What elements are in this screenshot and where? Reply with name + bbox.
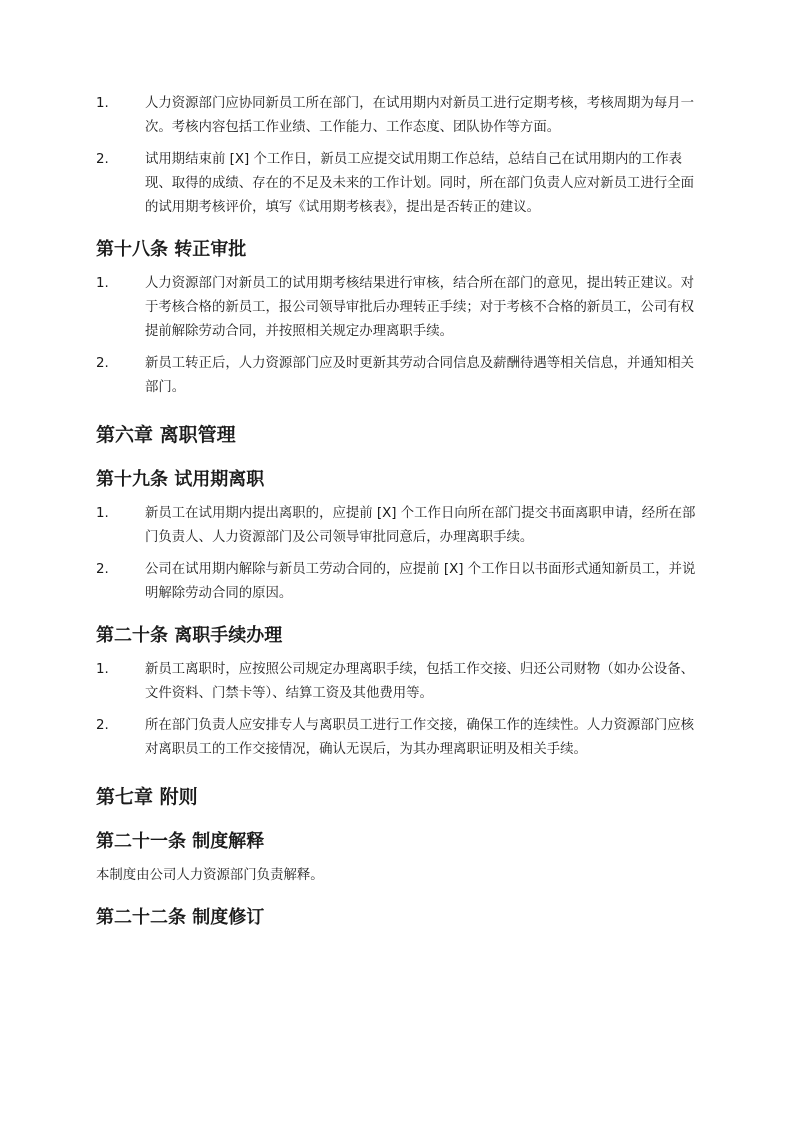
article-22-heading: 第二十二条 制度修订 xyxy=(96,907,265,928)
list-item xyxy=(96,714,706,762)
list-text: 人力资源部门应协同新员工所在部门，在试用期内对新员工进行定期考核，考核周期为每月一次。考核内容包括工作业绩、工作能力、工作态度、团队协作等方面。 xyxy=(145,96,695,135)
list-item xyxy=(96,148,706,220)
list-item xyxy=(96,92,706,140)
article-21-text: 本制度由公司人力资源部门负责解释。 xyxy=(96,868,324,883)
list-item xyxy=(96,352,706,400)
list-number: 2. xyxy=(96,356,109,371)
article-19-list xyxy=(96,502,706,606)
article-18-heading: 第十八条 转正审批 xyxy=(96,239,247,260)
list-text: 所在部门负责人应安排专人与离职员工进行工作交接，确保工作的连续性。人力资源部门应核对离职员工的工作交接情况，确认无误后，为其办理离职证明及相关手续。 xyxy=(145,718,695,757)
list-item xyxy=(96,658,706,706)
chapter-6-heading: 第六章 离职管理 xyxy=(96,424,236,446)
list-text: 新员工转正后，人力资源部门应及时更新其劳动合同信息及薪酬待遇等相关信息，并通知相关部门。 xyxy=(145,356,695,395)
list-item xyxy=(96,502,706,550)
list-text: 公司在试用期内解除与新员工劳动合同的，应提前 [X] 个工作日以书面形式通知新员工，并说明解除劳动合同的原因。 xyxy=(145,562,696,601)
chapter-7-heading: 第七章 附则 xyxy=(96,786,198,808)
list-text: 人力资源部门对新员工的试用期考核结果进行审核，结合所在部门的意见，提出转正建议。对于考核合格的新员工，报公司领导审批后办理转正手续；对于考核不合格的新员工，公司有权提前解除劳动合同，并按照相关规定办理离职手续。 xyxy=(145,276,695,339)
article-21-heading: 第二十一条 制度解释 xyxy=(96,831,265,852)
list-number: 1. xyxy=(96,662,109,677)
article-19-heading: 第十九条 试用期离职 xyxy=(96,469,265,490)
list-number: 2. xyxy=(96,718,109,733)
list-number: 1. xyxy=(96,506,109,521)
probation-review-list xyxy=(96,92,706,220)
list-number: 2. xyxy=(96,152,109,167)
list-text: 试用期结束前 [X] 个工作日，新员工应提交试用期工作总结，总结自己在试用期内的工作表现、取得的成绩、存在的不足及未来的工作计划。同时，所在部门负责人应对新员工进行全面的试用期考核评价，填写《试用期考核表》，提出是否转正的建议。 xyxy=(145,152,695,215)
list-item xyxy=(96,272,706,344)
list-number: 1. xyxy=(96,276,109,291)
article-20-heading: 第二十条 离职手续办理 xyxy=(96,625,283,646)
list-number: 2. xyxy=(96,562,109,577)
list-number: 1. xyxy=(96,96,109,111)
list-item xyxy=(96,558,706,606)
list-text: 新员工离职时，应按照公司规定办理离职手续，包括工作交接、归还公司财物（如办公设备、文件资料、门禁卡等）、结算工资及其他费用等。 xyxy=(145,662,695,701)
article-18-list xyxy=(96,272,706,400)
list-text: 新员工在试用期内提出离职的，应提前 [X] 个工作日向所在部门提交书面离职申请，经所在部门负责人、人力资源部门及公司领导审批同意后，办理离职手续。 xyxy=(145,506,696,545)
document-page xyxy=(96,92,706,940)
article-20-list xyxy=(96,658,706,762)
